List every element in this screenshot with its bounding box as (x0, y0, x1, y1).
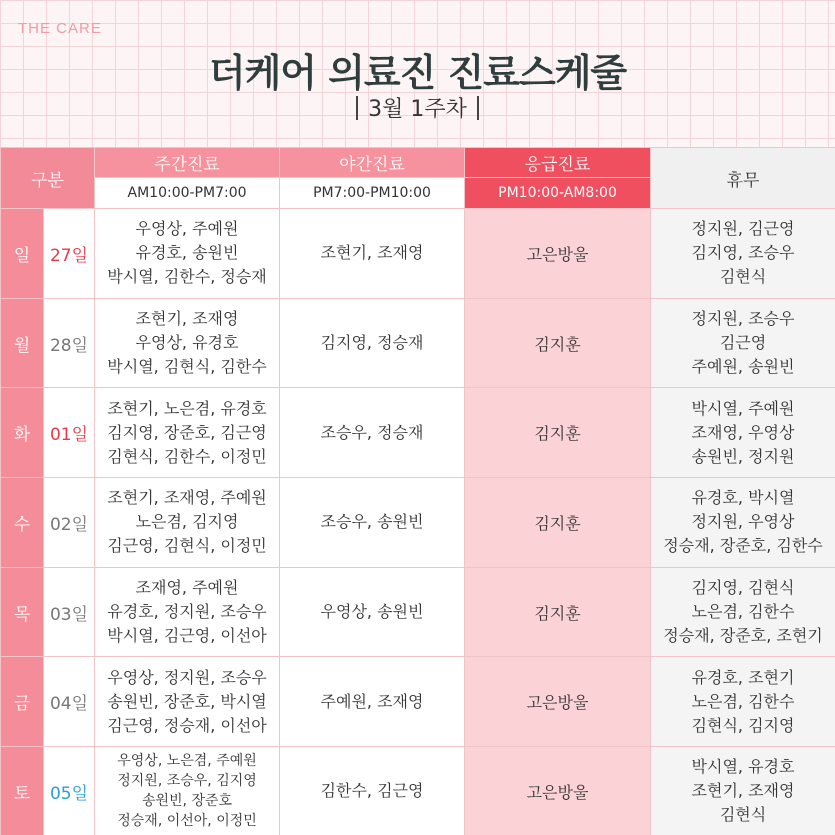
subtitle-bar-right (477, 96, 479, 120)
day-clinic-line: 우영상, 주예원 (135, 219, 239, 239)
emergency-clinic-cell: 고은방울 (465, 657, 651, 747)
day-clinic-line: 조현기, 조재영 (135, 309, 239, 329)
page-title: 더케어 의료진 진료스케줄 (208, 51, 627, 95)
off-line: 박시열, 주예원 (691, 398, 795, 418)
off-line: 조현기, 조재영 (691, 781, 795, 801)
day-clinic-cell (95, 567, 280, 657)
day-clinic-cell (95, 209, 280, 299)
day-clinic-line: 유경호, 정지원, 조승우 (107, 602, 267, 622)
night-clinic-cell: 주예원, 조재영 (280, 657, 465, 747)
weekday-cell: 일 (1, 209, 44, 299)
day-clinic-line: 노은겸, 김지영 (135, 512, 239, 532)
day-clinic-line: 김근영, 김현식, 이정민 (107, 536, 267, 556)
off-line: 김현식 (719, 805, 767, 825)
table-row (1, 478, 835, 568)
date-cell: 03일 (44, 567, 95, 657)
off-line: 김근영 (719, 333, 767, 353)
header-emergency-time: PM10:00-AM8:00 (465, 178, 651, 209)
off-line: 김지영, 김현식 (691, 578, 795, 598)
off-line: 주예원, 송원빈 (691, 357, 795, 377)
date-cell: 27일 (44, 209, 95, 299)
emergency-clinic-cell: 고은방울 (465, 209, 651, 299)
date-cell: 01일 (44, 388, 95, 478)
off-line: 김현식, 김지영 (691, 715, 795, 735)
emergency-clinic-cell: 김지훈 (465, 567, 651, 657)
weekday-cell: 수 (1, 478, 44, 568)
off-cell (651, 298, 835, 388)
emergency-clinic-cell: 김지훈 (465, 388, 651, 478)
table-row (1, 388, 835, 478)
off-line: 유경호, 박시열 (691, 488, 795, 508)
day-clinic-line: 조현기, 노은겸, 유경호 (107, 398, 267, 418)
table-row (1, 747, 835, 835)
day-clinic-cell (95, 657, 280, 747)
off-line: 김현식 (719, 267, 767, 287)
night-clinic-cell: 조현기, 조재영 (280, 209, 465, 299)
day-clinic-line: 박시열, 김근영, 이선아 (107, 626, 267, 646)
off-line: 유경호, 조현기 (691, 667, 795, 687)
date-cell: 02일 (44, 478, 95, 568)
day-clinic-cell (95, 747, 280, 835)
weekday-cell: 화 (1, 388, 44, 478)
night-clinic-cell: 조승우, 송원빈 (280, 478, 465, 568)
weekday-cell: 토 (1, 747, 44, 835)
day-clinic-line: 박시열, 김현식, 김한수 (107, 357, 267, 377)
off-line: 정승재, 장준호, 조현기 (663, 626, 823, 646)
night-clinic-cell: 김한수, 김근영 (280, 747, 465, 835)
day-clinic-line: 김지영, 장준호, 김근영 (107, 422, 267, 442)
off-cell (651, 567, 835, 657)
off-line: 김지영, 조승우 (691, 243, 795, 263)
off-line: 송원빈, 정지원 (691, 446, 795, 466)
weekday-cell: 금 (1, 657, 44, 747)
off-line: 정지원, 우영상 (691, 512, 795, 532)
header-day-clinic: 주간진료 (95, 148, 280, 178)
page-subtitle (0, 92, 835, 123)
date-cell: 28일 (44, 298, 95, 388)
off-cell (651, 657, 835, 747)
header-off: 휴무 (651, 148, 835, 209)
header-emergency-clinic: 응급진료 (465, 148, 651, 178)
day-clinic-line: 김현식, 김한수, 이정민 (107, 446, 267, 466)
emergency-clinic-cell: 김지훈 (465, 298, 651, 388)
day-clinic-cell (95, 478, 280, 568)
date-cell: 04일 (44, 657, 95, 747)
weekday-cell: 목 (1, 567, 44, 657)
off-cell (651, 209, 835, 299)
weekday-cell: 월 (1, 298, 44, 388)
emergency-clinic-cell: 고은방울 (465, 747, 651, 835)
day-clinic-line: 유경호, 송원빈 (135, 243, 239, 263)
subtitle-bar-left (356, 96, 358, 120)
off-line: 정승재, 장준호, 김한수 (663, 536, 823, 556)
day-clinic-line: 우영상, 유경호 (135, 333, 239, 353)
day-clinic-line: 조재영, 주예원 (135, 578, 239, 598)
off-cell (651, 388, 835, 478)
day-clinic-line: 조현기, 조재영, 주예원 (107, 488, 267, 508)
day-clinic-line: 우영상, 노은겸, 주예원 (117, 753, 257, 770)
off-line: 노은겸, 김한수 (691, 602, 795, 622)
header-gubun: 구분 (1, 148, 95, 209)
table-row (1, 567, 835, 657)
night-clinic-cell: 우영상, 송원빈 (280, 567, 465, 657)
night-clinic-cell: 김지영, 정승재 (280, 298, 465, 388)
date-cell: 05일 (44, 747, 95, 835)
off-line: 정지원, 조승우 (691, 309, 795, 329)
off-cell (651, 478, 835, 568)
table-row (1, 657, 835, 747)
day-clinic-line: 정승재, 이선아, 이정민 (117, 813, 257, 830)
off-line: 조재영, 우영상 (691, 422, 795, 442)
day-clinic-line: 박시열, 김한수, 정승재 (107, 267, 267, 287)
day-clinic-line: 김근영, 정승재, 이선아 (107, 715, 267, 735)
day-clinic-cell (95, 298, 280, 388)
night-clinic-cell: 조승우, 정승재 (280, 388, 465, 478)
header-night-clinic: 야간진료 (280, 148, 465, 178)
brand-logo-text: THE CARE (18, 20, 102, 37)
day-clinic-line: 송원빈, 장준호 (141, 793, 233, 810)
off-line: 노은겸, 김한수 (691, 691, 795, 711)
schedule-body (1, 209, 835, 835)
header-day-time: AM10:00-PM7:00 (95, 178, 280, 209)
day-clinic-cell (95, 388, 280, 478)
header-night-time: PM7:00-PM10:00 (280, 178, 465, 209)
subtitle-text: 3월 1주차 (368, 97, 467, 122)
off-line: 박시열, 유경호 (691, 757, 795, 777)
day-clinic-line: 송원빈, 장준호, 박시열 (107, 691, 267, 711)
table-row (1, 209, 835, 299)
day-clinic-line: 우영상, 정지원, 조승우 (107, 667, 267, 687)
off-cell (651, 747, 835, 835)
table-row (1, 298, 835, 388)
off-line: 정지원, 김근영 (691, 219, 795, 239)
day-clinic-line: 정지원, 조승우, 김지영 (117, 773, 257, 790)
emergency-clinic-cell: 김지훈 (465, 478, 651, 568)
schedule-table (0, 147, 835, 835)
